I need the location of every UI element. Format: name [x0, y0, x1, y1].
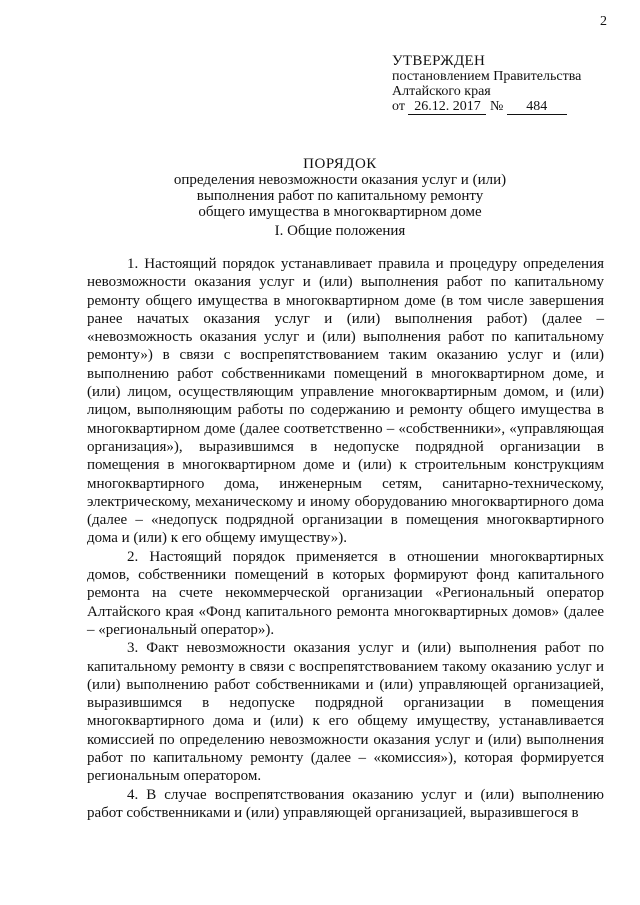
section-heading: I. Общие положения — [274, 223, 406, 239]
title-line-1: определения невозможности оказания услуг и (или) — [173, 172, 507, 188]
approval-number: 484 — [507, 100, 567, 115]
approval-stamp — [392, 54, 612, 115]
approval-date: 26.12. 2017 — [408, 100, 486, 115]
title-line-2: выполнения работ по капитальному ремонту — [196, 188, 484, 204]
paragraph-2: 2. Настоящий порядок применяется в отношении многоквартирных домов, собственники помещений в которых формируют фонд капитального ремонта на счете некоммерческой организации «Региональный оператор Алтайского края «Фонд капитального ремонта многоквартирных домов» (далее – «региональный оператор»). — [87, 548, 604, 638]
paragraph-3: 3. Факт невозможности оказания услуг и (или) выполнения работ по капитальному ремонту в связи с воспрепятствованием такому оказанию услуг и (или) выполнению работ собственниками и (или) управляющей организацией, выразившимся в недопуске подрядной организации в помещения многоквартирного дома и (или) к его общему имуществу, устанавливается комиссией по определению невозможности оказания услуг и (или) выполнения работ по капитальному ремонту (далее – «комиссия»), которая формируется региональным оператором. — [87, 640, 604, 785]
title-main: ПОРЯДОК — [303, 156, 377, 172]
paragraph-4: 4. В случае воспрепятствования оказанию услуг и (или) выполнению работ собственниками и (или) управляющей организацией, выразившегося в — [87, 786, 604, 821]
date-prefix: от — [392, 99, 405, 114]
approval-title: УТВЕРЖДЕН — [392, 53, 486, 69]
approval-line-2: постановлением Правительства — [392, 69, 582, 84]
page-number: 2 — [600, 14, 607, 29]
document-title — [60, 156, 620, 220]
approval-line-3: Алтайского края — [392, 84, 491, 99]
title-line-3: общего имущества в многоквартирном доме — [198, 204, 482, 220]
body-text — [87, 255, 604, 822]
number-prefix: № — [489, 99, 504, 114]
paragraph-1: 1. Настоящий порядок устанавливает правила и процедуру определения невозможности оказания услуг и (или) выполнения работ по капитальному ремонту общего имущества в многоквартирном доме (в том числе завершения ранее начатых оказания услуг и (или) выполнения работ) (далее – «невозможность оказания услуг и (или) выполнения работ по капитальному ремонту») в связи с воспрепятствованием таким оказанию услуг и (или) выполнению работ собственниками помещений в многоквартирном доме, и (или) лицом, осуществляющим управление многоквартирным домом, и (или) лицом, выполняющим работы по содержанию и ремонту общего имущества в многоквартирном доме (далее соответственно – «собственники», «управляющая организация»), выразившимся в недопуске подрядной организации в помещения в многоквартирном доме и (или) к строительным конструкциям многоквартирного дома, инженерным сетям, санитарно-техническому, электрическому, механическому и иному оборудованию многоквартирного дома (далее – «недопуск подрядной организации в помещения многоквартирного дома и (или) к его общему имуществу»). — [87, 256, 604, 547]
approval-date-line — [392, 99, 612, 115]
